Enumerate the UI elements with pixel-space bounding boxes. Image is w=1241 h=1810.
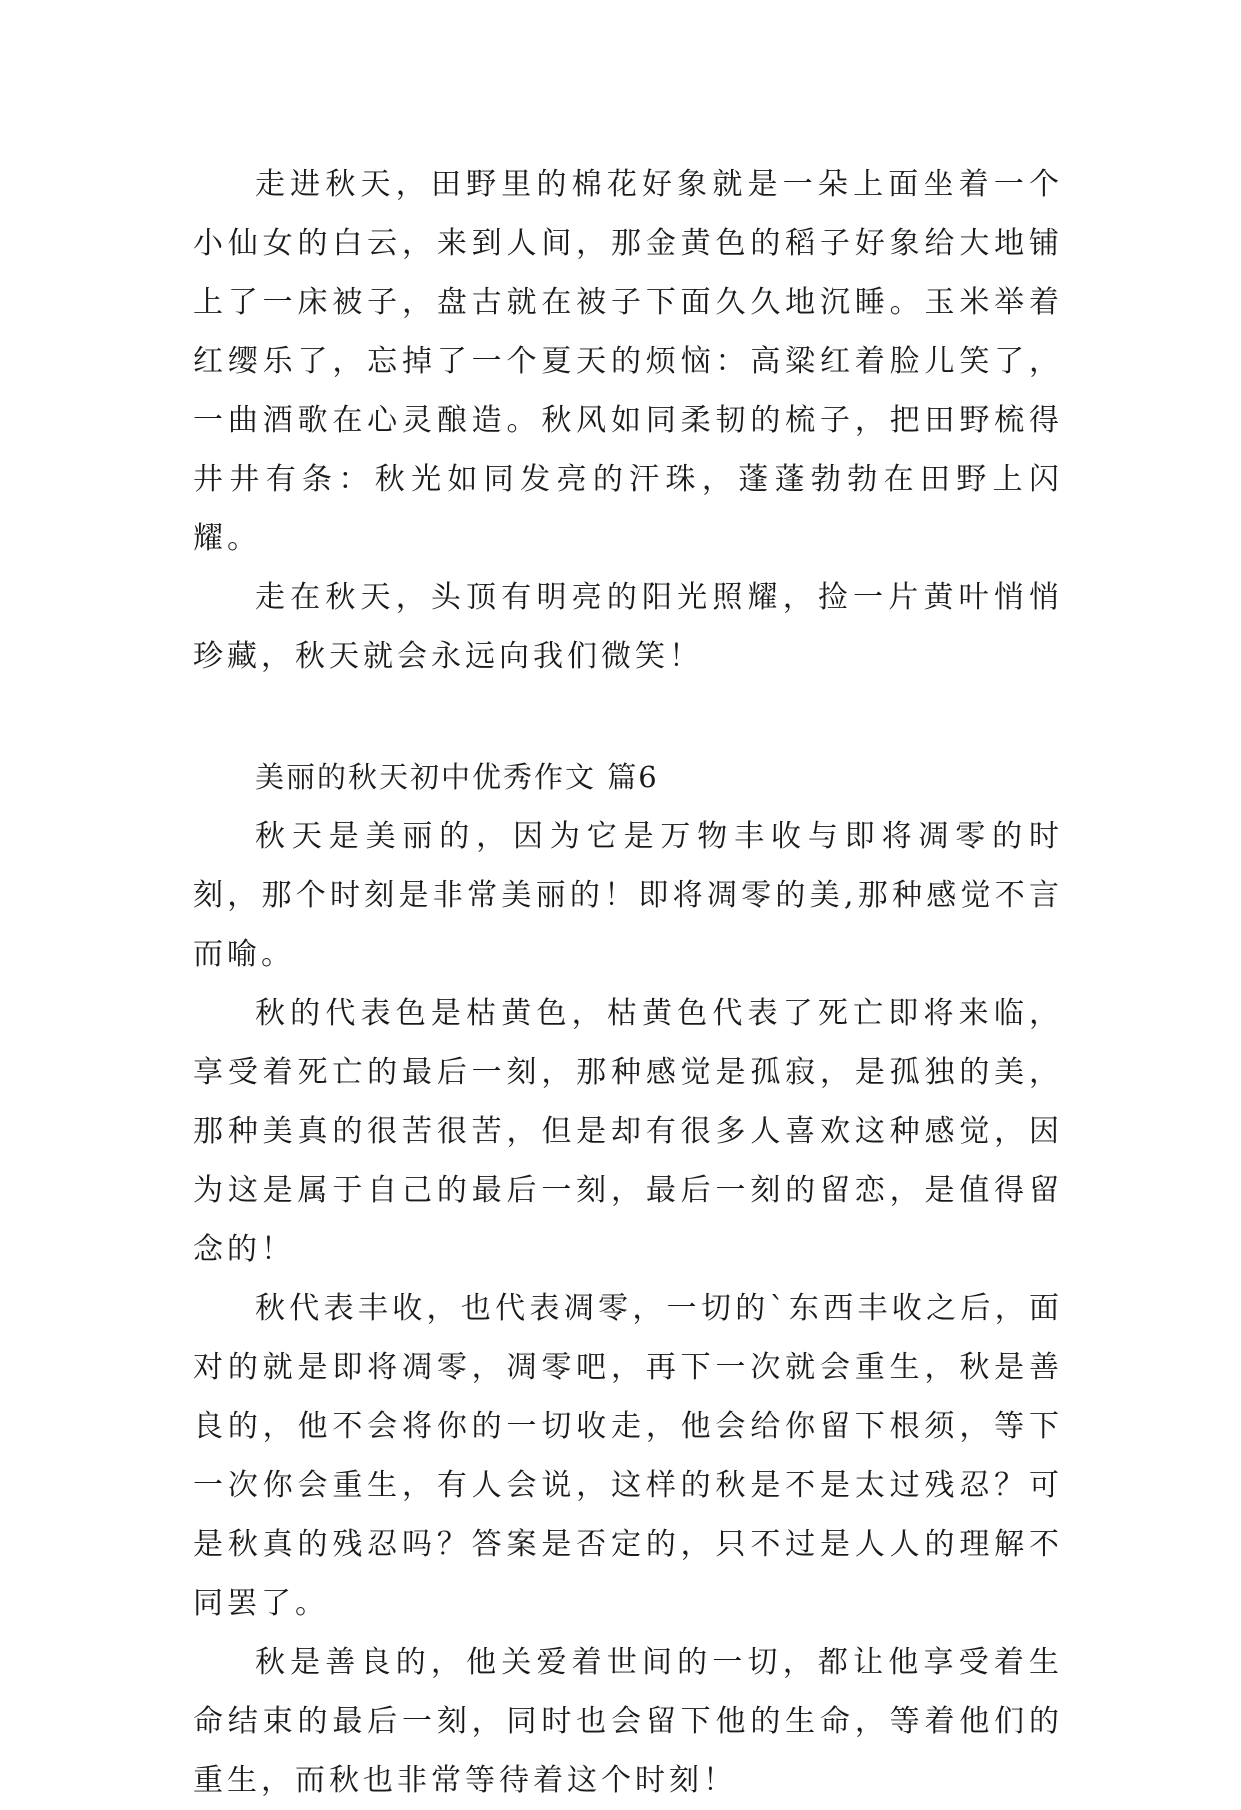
document-body — [193, 155, 1063, 1810]
paragraph: 秋是善良的，他关爱着世间的一切，都让他享受着生命结束的最后一刻，同时也会留下他的生命，等着他们的重生，而秋也非常等待着这个时刻！ — [193, 1645, 1063, 1798]
paragraph: 秋天是美丽的，因为它是万物丰收与即将凋零的时刻，那个时刻是非常美丽的！即将凋零的美,那种感觉不言而喻。 — [193, 819, 1063, 972]
paragraph: 秋代表丰收，也代表凋零，一切的`东西丰收之后，面对的就是即将凋零，凋零吧，再下一次就会重生，秋是善良的，他不会将你的一切收走，他会给你留下根须，等下一次你会重生，有人会说，这样的秋是不是太过残忍？可是秋真的残忍吗？答案是否定的，只不过是人人的理解不同罢了。 — [193, 1291, 1063, 1621]
paragraph: 秋的代表色是枯黄色，枯黄色代表了死亡即将来临，享受着死亡的最后一刻，那种感觉是孤寂，是孤独的美，那种美真的很苦很苦，但是却有很多人喜欢这种感觉，因为这是属于自己的最后一刻，最后一刻的留恋，是值得留念的！ — [193, 996, 1063, 1267]
paragraph: 走进秋天，田野里的棉花好象就是一朵上面坐着一个小仙女的白云，来到人间，那金黄色的稻子好象给大地铺上了一床被子，盘古就在被子下面久久地沉睡。玉米举着红缨乐了，忘掉了一个夏天的烦恼：高粱红着脸儿笑了，一曲酒歌在心灵酿造。秋风如同柔韧的梳子，把田野梳得井井有条：秋光如同发亮的汗珠，蓬蓬勃勃在田野上闪耀。 — [193, 167, 1063, 556]
paragraph: 走在秋天，头顶有明亮的阳光照耀，捡一片黄叶悄悄珍藏，秋天就会永远向我们微笑！ — [193, 580, 1063, 674]
section-heading: 美丽的秋天初中优秀作文 篇6 — [255, 760, 659, 794]
